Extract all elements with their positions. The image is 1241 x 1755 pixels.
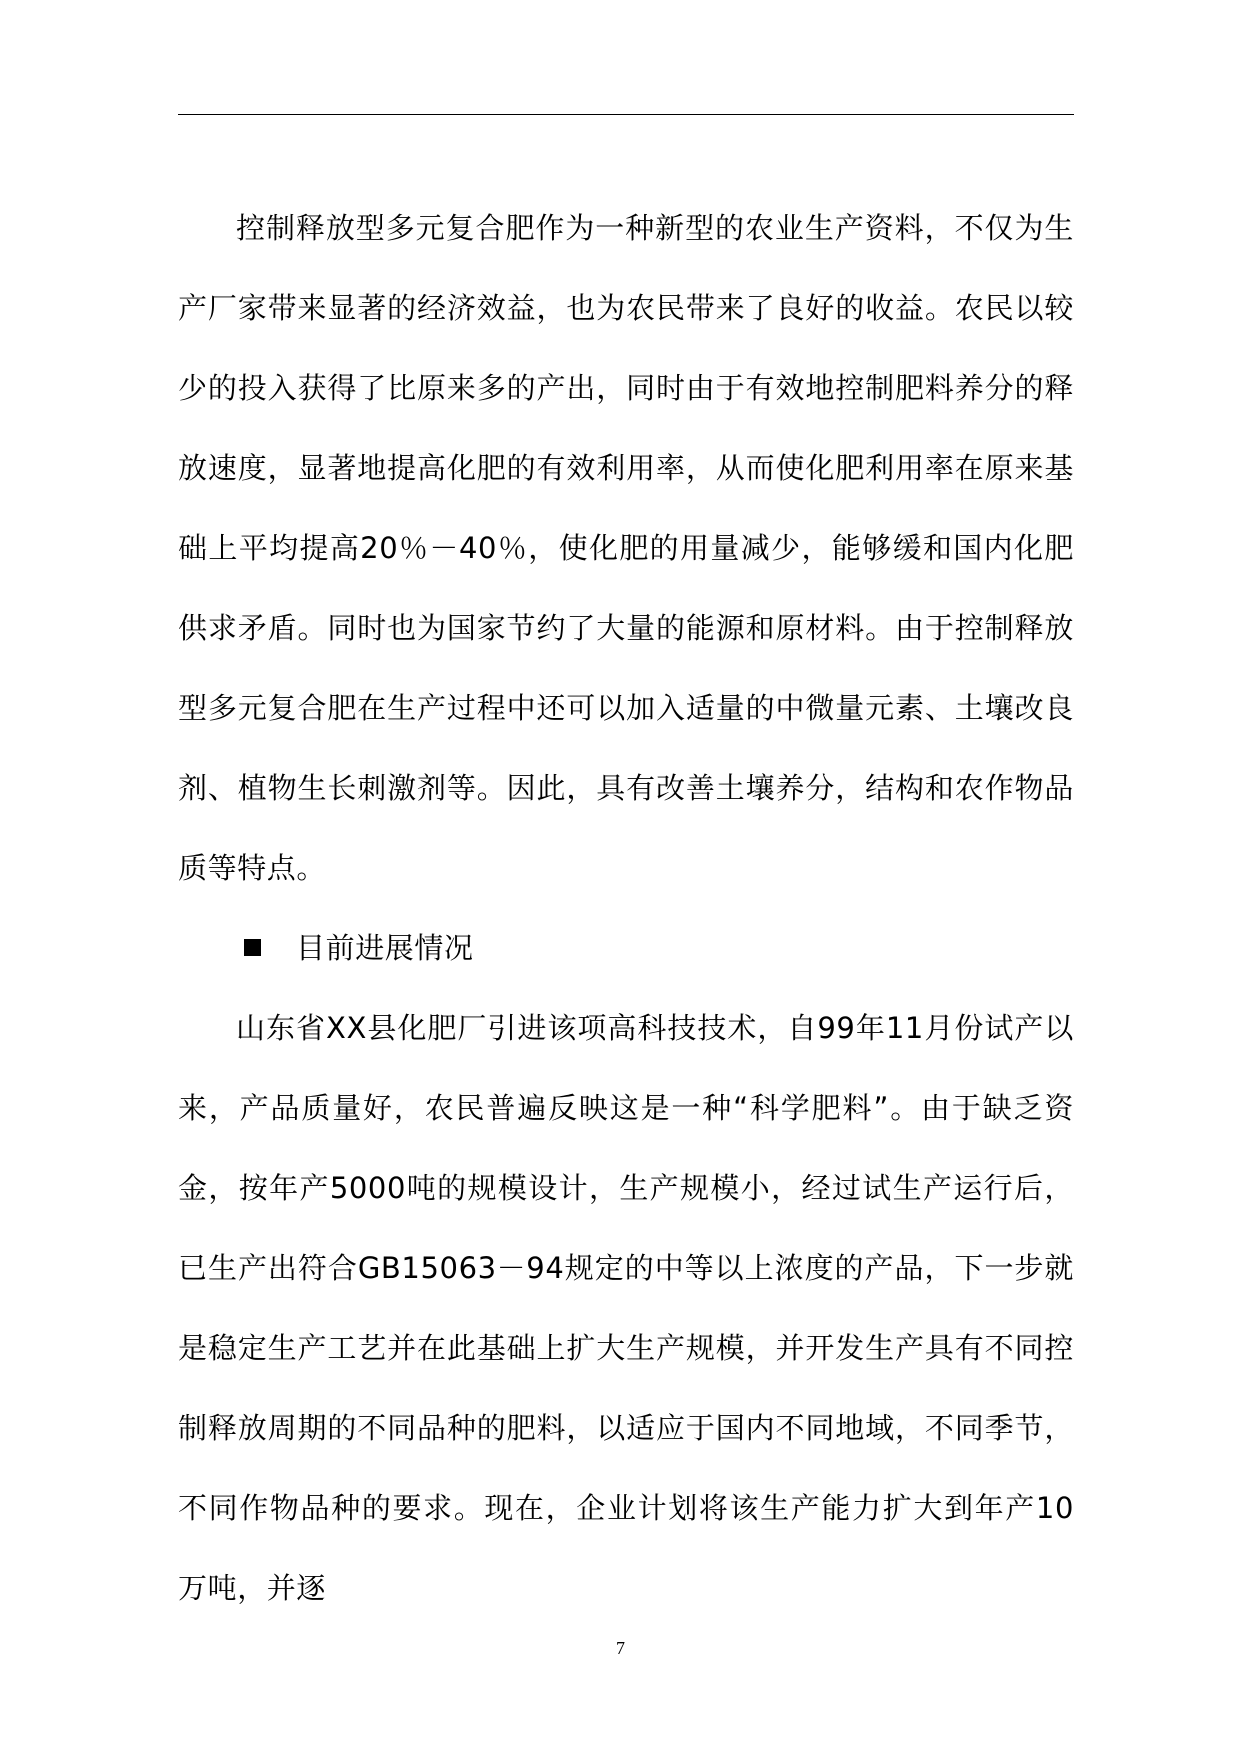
header-rule [178,114,1074,115]
section-heading-text: 目前进展情况 [296,931,474,965]
page-number: 7 [616,1638,625,1658]
paragraph-benefits: 控制释放型多元复合肥作为一种新型的农业生产资料，不仅为生产厂家带来显著的经济效益，也为农民带来了良好的收益。农民以较少的投入获得了比原来多的产出，同时由于有效地控制肥料养分的释放速度，显著地提高化肥的有效利用率，从而使化肥利用率在原来基础上平均提高20％－40％，使化肥的用量减少，能够缓和国内化肥供求矛盾。同时也为国家节约了大量的能源和原材料。由于控制释放型多元复合肥在生产过程中还可以加入适量的中微量元素、土壤改良剂、植物生长刺激剂等。因此，具有改善土壤养分，结构和农作物品质等特点。 [178,211,1074,885]
square-bullet-icon [244,939,261,956]
document-body [178,188,1074,1628]
paragraph-progress: 山东省XX县化肥厂引进该项高科技技术，自99年11月份试产以来，产品质量好，农民普遍反映这是一种“科学肥料”。由于缺乏资金，按年产5000吨的规模设计，生产规模小，经过试生产运行后，已生产出符合GB15063－94规定的中等以上浓度的产品，下一步就是稳定生产工艺并在此基础上扩大生产规模，并开发生产具有不同控制释放周期的不同品种的肥料，以适应于国内不同地域，不同季节，不同作物品种的要求。现在，企业计划将该生产能力扩大到年产10万吨，并逐 [178,1011,1074,1605]
section-heading [178,908,1074,988]
